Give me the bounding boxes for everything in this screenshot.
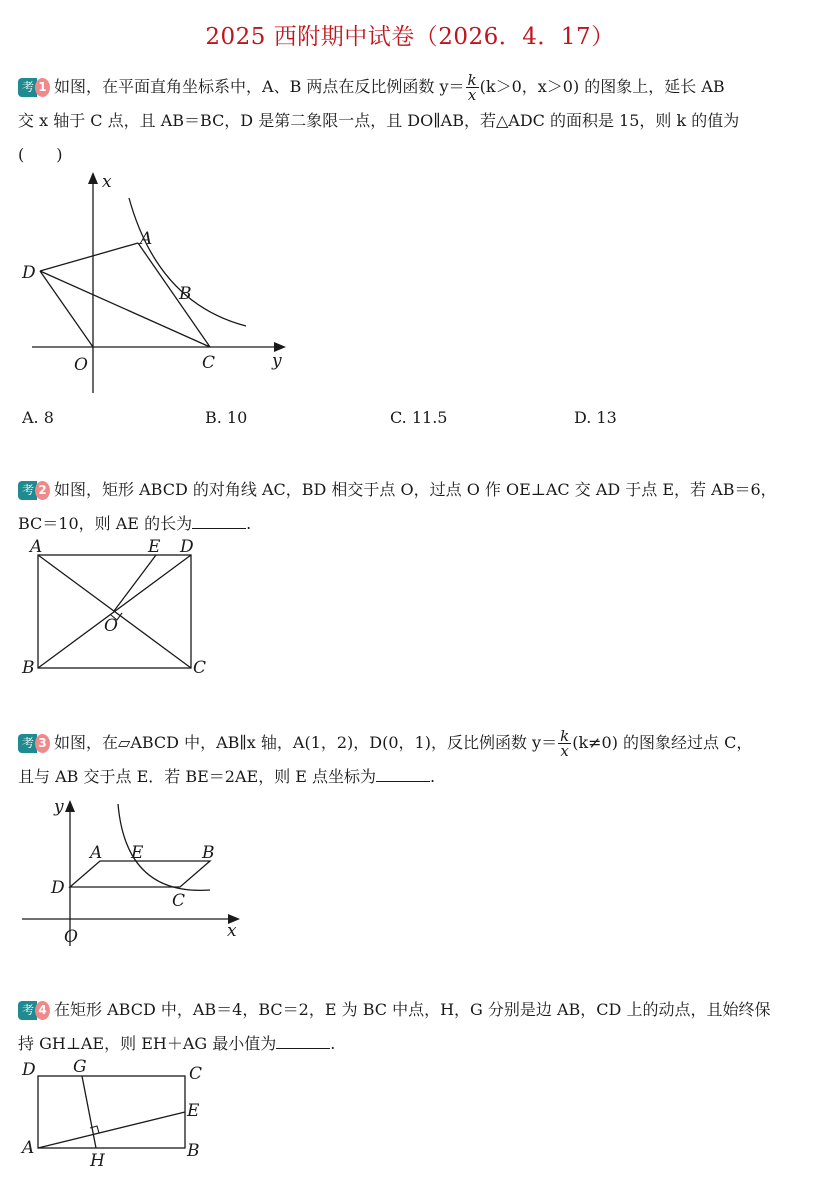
point-label-b: B bbox=[22, 658, 35, 678]
question-2-line-2: BC＝10，则 AE 的长为 . bbox=[18, 507, 804, 541]
point-label-e: E bbox=[148, 537, 161, 557]
question-3-line-2: 且与 AB 交于点 E．若 BE＝2AE，则 E 点坐标为 . bbox=[18, 760, 804, 794]
axis-label-y: y bbox=[54, 797, 64, 817]
axis-label-x: x bbox=[102, 172, 112, 192]
answer-blank[interactable] bbox=[192, 508, 246, 529]
point-label-d: D bbox=[22, 263, 36, 283]
point-label-d: D bbox=[22, 1060, 36, 1080]
question-4-figure bbox=[18, 1058, 228, 1173]
point-label-d: D bbox=[180, 537, 194, 557]
option-c[interactable]: C. 11.5 bbox=[390, 408, 448, 427]
question-1-figure bbox=[18, 168, 298, 403]
page-title: 2025 西附期中试卷（2026．4．17） bbox=[205, 24, 615, 50]
point-label-a: A bbox=[140, 229, 153, 249]
question-2-figure bbox=[18, 535, 218, 680]
question-1-line-3: ( ) bbox=[18, 145, 63, 164]
question-2 bbox=[18, 473, 804, 541]
point-label-a: A bbox=[22, 1138, 35, 1158]
point-label-h: H bbox=[90, 1151, 105, 1171]
point-label-b: B bbox=[187, 1141, 200, 1161]
point-label-c: C bbox=[202, 353, 216, 373]
question-4 bbox=[18, 993, 804, 1061]
question-badge: 考 4 bbox=[18, 1001, 50, 1020]
axis-label-x: x bbox=[227, 921, 237, 941]
point-label-c: C bbox=[189, 1064, 203, 1084]
question-4-line-2: 持 GH⊥AE，则 EH＋AG 最小值为 . bbox=[18, 1027, 804, 1061]
fraction-k-over-x: $\frac{k}{x}$ bbox=[560, 727, 570, 760]
point-label-o: O bbox=[104, 616, 118, 636]
question-3 bbox=[18, 726, 804, 794]
question-badge: 考 2 bbox=[18, 481, 50, 500]
point-label-c: C bbox=[172, 891, 186, 911]
answer-blank[interactable] bbox=[276, 1028, 330, 1049]
question-1-line-2: 交 x 轴于 C 点，且 AB＝BC，D 是第二象限一点，且 DO∥AB，若△ADC 的面积是 15，则 k 的值为 bbox=[18, 111, 740, 130]
point-label-g: G bbox=[73, 1058, 87, 1077]
question-1-line-1: 考 1 如图，在平面直角坐标系中，A、B 两点在反比例函数 y＝ $\frac{k}{x}$ (k＞0，x＞0) 的图象上，延长 AB bbox=[18, 70, 804, 104]
axis-label-y: y bbox=[272, 351, 282, 371]
point-label-b: B bbox=[179, 284, 192, 304]
point-label-b: B bbox=[202, 843, 215, 863]
question-3-line-1: 考 3 如图，在▱ABCD 中，AB∥x 轴，A(1，2)，D(0，1)，反比例函数 y＝ $\frac{k}{x}$ (k≠0) 的图象经过点 C， bbox=[18, 726, 804, 760]
point-label-c: C bbox=[193, 658, 207, 678]
point-label-e: E bbox=[187, 1101, 200, 1121]
question-1 bbox=[18, 70, 804, 172]
point-label-o: O bbox=[74, 355, 88, 375]
question-3-figure bbox=[18, 796, 248, 946]
question-2-line-1: 考 2 如图，矩形 ABCD 的对角线 AC，BD 相交于点 O，过点 O 作 OE⊥AC 交 AD 于点 E，若 AB＝6， bbox=[18, 473, 804, 507]
option-a[interactable]: A. 8 bbox=[22, 408, 54, 427]
option-b[interactable]: B. 10 bbox=[205, 408, 248, 427]
question-4-line-1: 考 4 在矩形 ABCD 中，AB＝4，BC＝2，E 为 BC 中点，H，G 分别是边 AB，CD 上的动点，且始终保 bbox=[18, 993, 804, 1027]
question-badge: 考 3 bbox=[18, 734, 50, 753]
fraction-k-over-x: $\frac{k}{x}$ bbox=[467, 71, 477, 104]
answer-blank[interactable] bbox=[376, 761, 430, 782]
option-d[interactable]: D. 13 bbox=[574, 408, 617, 427]
question-badge: 考 1 bbox=[18, 78, 50, 97]
point-label-o: O bbox=[64, 927, 78, 946]
point-label-d: D bbox=[51, 878, 65, 898]
point-label-a: A bbox=[30, 537, 43, 557]
point-label-a: A bbox=[90, 843, 103, 863]
point-label-e: E bbox=[131, 843, 144, 863]
